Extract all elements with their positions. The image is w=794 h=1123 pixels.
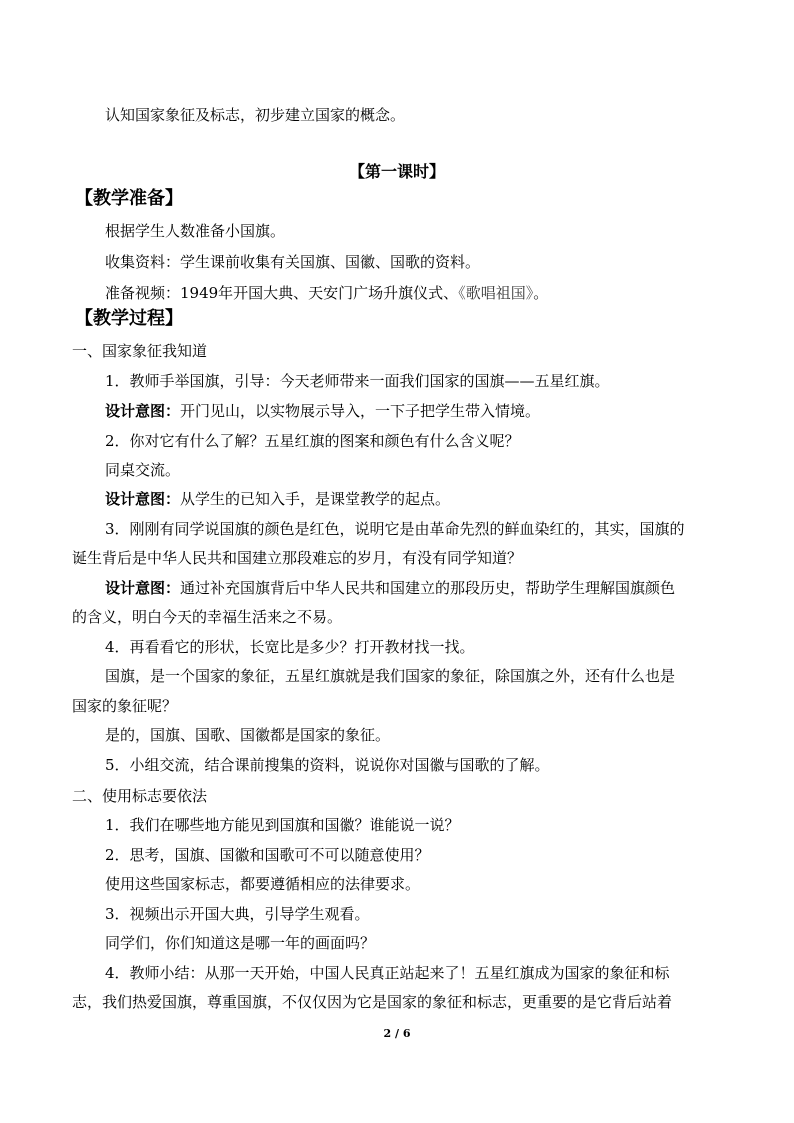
section-heading-process: 【教学过程】 [75, 308, 183, 329]
text-line: 志，我们热爱国旗，尊重国旗，不仅仅因为它是国家的象征和标志，更重要的是它背后站着 [72, 993, 673, 1011]
text-line: 3．视频出示开国大典，引导学生观看。 [105, 905, 370, 923]
design-intent-label: 设计意图： [105, 490, 181, 508]
text-segment: 准备视频：1949年开国大典、天安门广场升旗仪式、 [105, 284, 459, 302]
text-line: 同桌交流。 [105, 461, 181, 479]
design-intent-text: 从学生的已知入手，是课堂教学的起点。 [180, 490, 451, 508]
text-line: 诞生背后是中华人民共和国建立那段难忘的岁月，有没有同学知道？ [72, 549, 523, 567]
subsection-heading: 二、使用标志要依法 [72, 787, 208, 805]
design-intent-line [105, 578, 675, 598]
text-line: 同学们，你们知道这是哪一年的画面吗？ [105, 934, 376, 952]
text-line: 使用这些国家标志，都要遵循相应的法律要求。 [105, 875, 421, 893]
design-intent-line [105, 489, 450, 509]
text-line: 国家的象征呢？ [72, 697, 178, 715]
page-number: 2 / 6 [383, 1027, 411, 1040]
design-intent-label: 设计意图： [105, 579, 181, 597]
subsection-heading: 一、国家象征我知道 [72, 342, 208, 360]
text-line: 2．你对它有什么了解？五星红旗的图案和颜色有什么含义呢？ [105, 432, 520, 450]
text-line: 4．教师小结：从那一天开始，中国人民真正站起来了！五星红旗成为国家的象征和标 [105, 964, 670, 982]
text-line: 的含义，明白今天的幸福生活来之不易。 [72, 608, 343, 626]
song-title: 《歌唱祖国》 [458, 284, 534, 302]
design-intent-text: 通过补充国旗背后中华人民共和国建立的那段历史，帮助学生理解国旗颜色 [180, 579, 676, 597]
text-line: 5．小组交流，结合课前搜集的资料，说说你对国徽与国歌的了解。 [105, 756, 550, 774]
lesson-title: 【第一课时】 [348, 162, 445, 181]
design-intent-text: 开门见山，以实物展示导入，一下子把学生带入情境。 [180, 402, 541, 420]
text-line: 认知国家象征及标志，初步建立国家的概念。 [105, 106, 406, 124]
text-line: 2．思考，国旗、国徽和国歌可不可以随意使用？ [105, 846, 430, 864]
text-line: 收集资料：学生课前收集有关国旗、国徽、国歌的资料。 [105, 253, 481, 271]
text-line: 是的，国旗、国歌、国徽都是国家的象征。 [105, 726, 391, 744]
text-line: 1．教师手举国旗，引导：今天老师带来一面我们国家的国旗——五星红旗。 [105, 372, 610, 390]
design-intent-line [105, 401, 540, 421]
text-line [105, 283, 548, 303]
text-line: 3．刚刚有同学说国旗的颜色是红色，说明它是由革命先烈的鲜血染红的，其实，国旗的 [105, 520, 685, 538]
text-line: 根据学生人数准备小国旗。 [105, 222, 286, 240]
design-intent-label: 设计意图： [105, 402, 181, 420]
text-line: 4．再看看它的形状，长宽比是多少？打开教材找一找。 [105, 638, 475, 656]
text-segment: 。 [533, 284, 549, 302]
text-line: 1．我们在哪些地方能见到国旗和国徽？谁能说一说？ [105, 816, 460, 834]
section-heading-preparation: 【教学准备】 [75, 188, 183, 209]
text-line: 国旗，是一个国家的象征，五星红旗就是我们国家的象征，除国旗之外，还有什么也是 [105, 667, 676, 685]
